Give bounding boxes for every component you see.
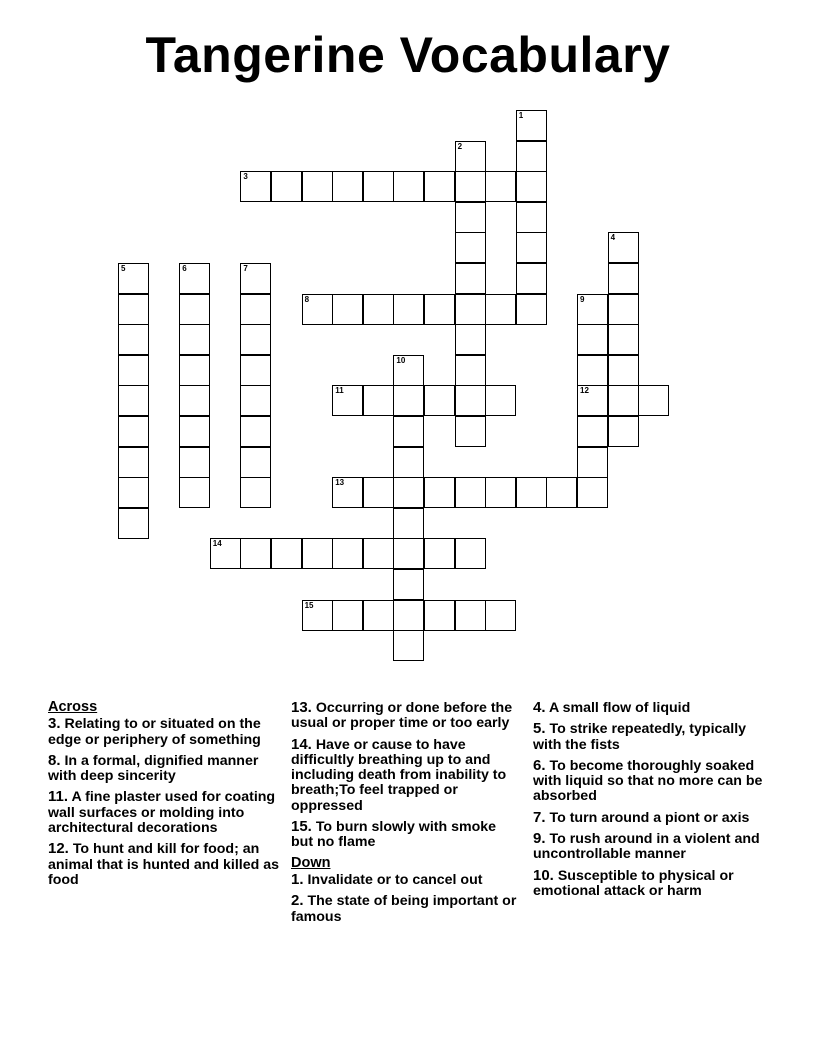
clue-number: 8 — [304, 294, 310, 304]
grid-cell[interactable] — [179, 447, 210, 478]
grid-cell[interactable] — [302, 294, 333, 325]
grid-cell[interactable] — [240, 263, 271, 294]
clue-across-13: 13. Occurring or done before the usual or proper time or too early — [291, 699, 513, 732]
grid-cell[interactable] — [516, 202, 547, 233]
grid-cell[interactable] — [455, 294, 486, 325]
grid-cell[interactable] — [608, 324, 639, 355]
grid-cell[interactable] — [516, 171, 547, 202]
grid-cell[interactable] — [393, 294, 424, 325]
grid-cell[interactable] — [546, 477, 577, 508]
grid-cell[interactable] — [608, 294, 639, 325]
page-title: Tangerine Vocabulary — [145, 27, 671, 83]
grid-cell[interactable] — [455, 355, 486, 386]
grid-cell[interactable] — [332, 294, 363, 325]
grid-cell[interactable] — [179, 294, 210, 325]
grid-cell[interactable] — [240, 477, 271, 508]
grid-cell[interactable] — [516, 477, 547, 508]
grid-cell[interactable] — [485, 477, 516, 508]
grid-cell[interactable] — [455, 477, 486, 508]
grid-cell[interactable] — [516, 232, 547, 263]
clue-down-10: 10. Susceptible to physical or emotional attack or harm — [533, 866, 734, 899]
grid-cell[interactable] — [393, 630, 424, 661]
grid-cell[interactable] — [577, 477, 608, 508]
grid-cell[interactable] — [577, 294, 608, 325]
grid-cell[interactable] — [240, 447, 271, 478]
grid-cell[interactable] — [210, 538, 241, 569]
grid-cell[interactable] — [118, 447, 149, 478]
grid-cell[interactable] — [608, 263, 639, 294]
grid-cell[interactable] — [363, 294, 394, 325]
down-heading: Down — [291, 854, 331, 871]
clue-number: 3 — [243, 172, 248, 182]
grid-cell[interactable] — [179, 355, 210, 386]
grid-cell[interactable] — [455, 171, 486, 202]
grid-cell[interactable] — [455, 416, 486, 447]
grid-cell[interactable] — [424, 538, 455, 569]
grid-cell[interactable] — [485, 385, 516, 416]
clue-down-7: 7. To turn around a piont or axis — [533, 808, 750, 826]
grid-cell[interactable] — [179, 477, 210, 508]
grid-cell[interactable] — [424, 294, 455, 325]
grid-cell[interactable] — [393, 600, 424, 631]
clue-down-9: 9. To rush around in a violent and uncontrollable manner — [533, 830, 760, 863]
grid-cell[interactable] — [302, 538, 333, 569]
grid-cell[interactable] — [516, 263, 547, 294]
grid-cell[interactable] — [516, 141, 547, 172]
grid-cell[interactable] — [332, 385, 363, 416]
grid-cell[interactable] — [608, 232, 639, 263]
grid-cell[interactable] — [393, 508, 424, 539]
clue-down-2: 2. The state of being important or famous — [291, 892, 517, 925]
grid-cell[interactable] — [608, 416, 639, 447]
grid-cell[interactable] — [332, 477, 363, 508]
clue-number: 1 — [518, 111, 524, 120]
grid-cell[interactable] — [240, 416, 271, 447]
clue-number: 13 — [335, 478, 345, 488]
grid-cell[interactable] — [455, 600, 486, 631]
clue-down-4: 4. A small flow of liquid — [533, 699, 691, 716]
clue-across-12: 12. To hunt and kill for food; an animal that is hunted and killed as food — [48, 840, 279, 888]
grid-cell[interactable] — [363, 538, 394, 569]
grid-cell[interactable] — [455, 202, 486, 233]
grid-cell[interactable] — [424, 477, 455, 508]
clue-across-8: 8. In a formal, dignified manner with deep sincerity — [48, 751, 259, 785]
grid-cell[interactable] — [577, 416, 608, 447]
clue-number: 10 — [396, 355, 406, 365]
grid-cell[interactable] — [363, 600, 394, 631]
grid-cell[interactable] — [424, 385, 455, 416]
grid-cell[interactable] — [393, 416, 424, 447]
grid-cell[interactable] — [455, 232, 486, 263]
grid-cell[interactable] — [393, 385, 424, 416]
clues-column-2 — [291, 700, 521, 930]
grid-cell[interactable] — [240, 294, 271, 325]
clue-number: 6 — [182, 264, 187, 273]
grid-cell[interactable] — [608, 385, 639, 416]
grid-cell[interactable] — [240, 355, 271, 386]
grid-cell[interactable] — [302, 600, 333, 631]
grid-cell[interactable] — [118, 324, 149, 355]
grid-cell[interactable] — [179, 324, 210, 355]
grid-cell[interactable] — [455, 385, 486, 416]
grid-cell[interactable] — [118, 508, 149, 539]
grid-cell[interactable] — [393, 538, 424, 569]
grid-cell[interactable] — [577, 355, 608, 386]
grid-cell[interactable] — [393, 447, 424, 478]
grid-cell[interactable] — [577, 447, 608, 478]
grid-cell[interactable] — [118, 263, 149, 294]
grid-cell[interactable] — [455, 141, 486, 172]
grid-cell[interactable] — [332, 600, 363, 631]
grid-cell[interactable] — [179, 385, 210, 416]
grid-cell[interactable] — [118, 294, 149, 325]
grid-cell[interactable] — [485, 171, 516, 202]
grid-cell[interactable] — [240, 171, 271, 202]
grid-cell[interactable] — [577, 385, 608, 416]
grid-cell[interactable] — [485, 294, 516, 325]
grid-cell[interactable] — [485, 600, 516, 631]
grid-cell[interactable] — [118, 385, 149, 416]
grid-cell[interactable] — [608, 355, 639, 386]
grid-cell[interactable] — [302, 171, 333, 202]
grid-cell[interactable] — [332, 538, 363, 569]
clue-number: 12 — [580, 386, 589, 396]
clues-column-3 — [533, 700, 773, 904]
grid-cell[interactable] — [363, 477, 394, 508]
clue-down-6: 6. To become thoroughly soaked with liquid so that no more can be absorbed — [533, 756, 763, 805]
grid-cell[interactable] — [118, 477, 149, 508]
grid-cell[interactable] — [118, 416, 149, 447]
clue-number: 15 — [304, 600, 314, 610]
grid-cell[interactable] — [179, 416, 210, 447]
grid-cell[interactable] — [240, 385, 271, 416]
grid-cell[interactable] — [271, 538, 302, 569]
clue-across-14: 14. Have or cause to have difficultly breathing up to and including death from inability to breath;To feel trapped or oppressed — [291, 735, 507, 814]
clue-number: 5 — [121, 264, 126, 273]
grid-cell[interactable] — [179, 263, 210, 294]
grid-cell[interactable] — [516, 110, 547, 141]
grid-cell[interactable] — [363, 385, 394, 416]
grid-cell[interactable] — [516, 294, 547, 325]
clue-number: 14 — [212, 539, 222, 549]
grid-cell[interactable] — [332, 171, 363, 202]
grid-cell[interactable] — [455, 324, 486, 355]
grid-cell[interactable] — [638, 385, 669, 416]
clue-number: 9 — [580, 294, 585, 304]
grid-cell[interactable] — [424, 171, 455, 202]
grid-cell[interactable] — [393, 569, 424, 600]
across-heading: Across — [48, 699, 98, 715]
grid-cell[interactable] — [363, 171, 394, 202]
grid-cell[interactable] — [393, 171, 424, 202]
grid-cell[interactable] — [577, 324, 608, 355]
grid-cell[interactable] — [393, 477, 424, 508]
grid-cell[interactable] — [240, 324, 271, 355]
clue-down-1: 1. Invalidate or to cancel out — [291, 870, 483, 888]
grid-cell[interactable] — [118, 355, 149, 386]
grid-cell[interactable] — [424, 600, 455, 631]
clue-down-5: 5. To strike repeatedly, typically with the fists — [533, 720, 747, 753]
clues-column-1 — [48, 700, 284, 893]
clue-across-3: 3. Relating to or situated on the edge or periphery of something — [48, 715, 261, 748]
clue-across-11: 11. A fine plaster used for coating wall surfaces or molding into architectural decorations — [48, 788, 276, 837]
clue-number: 4 — [610, 233, 616, 243]
clue-number: 7 — [243, 264, 248, 273]
grid-cell[interactable] — [455, 538, 486, 569]
clue-number: 2 — [457, 141, 463, 151]
grid-cell[interactable] — [271, 171, 302, 202]
clue-across-15: 15. To burn slowly with smoke but no flame — [291, 818, 497, 851]
clue-number: 11 — [335, 386, 344, 396]
grid-cell[interactable] — [240, 538, 271, 569]
grid-cell[interactable] — [393, 355, 424, 386]
grid-cell[interactable] — [455, 263, 486, 294]
